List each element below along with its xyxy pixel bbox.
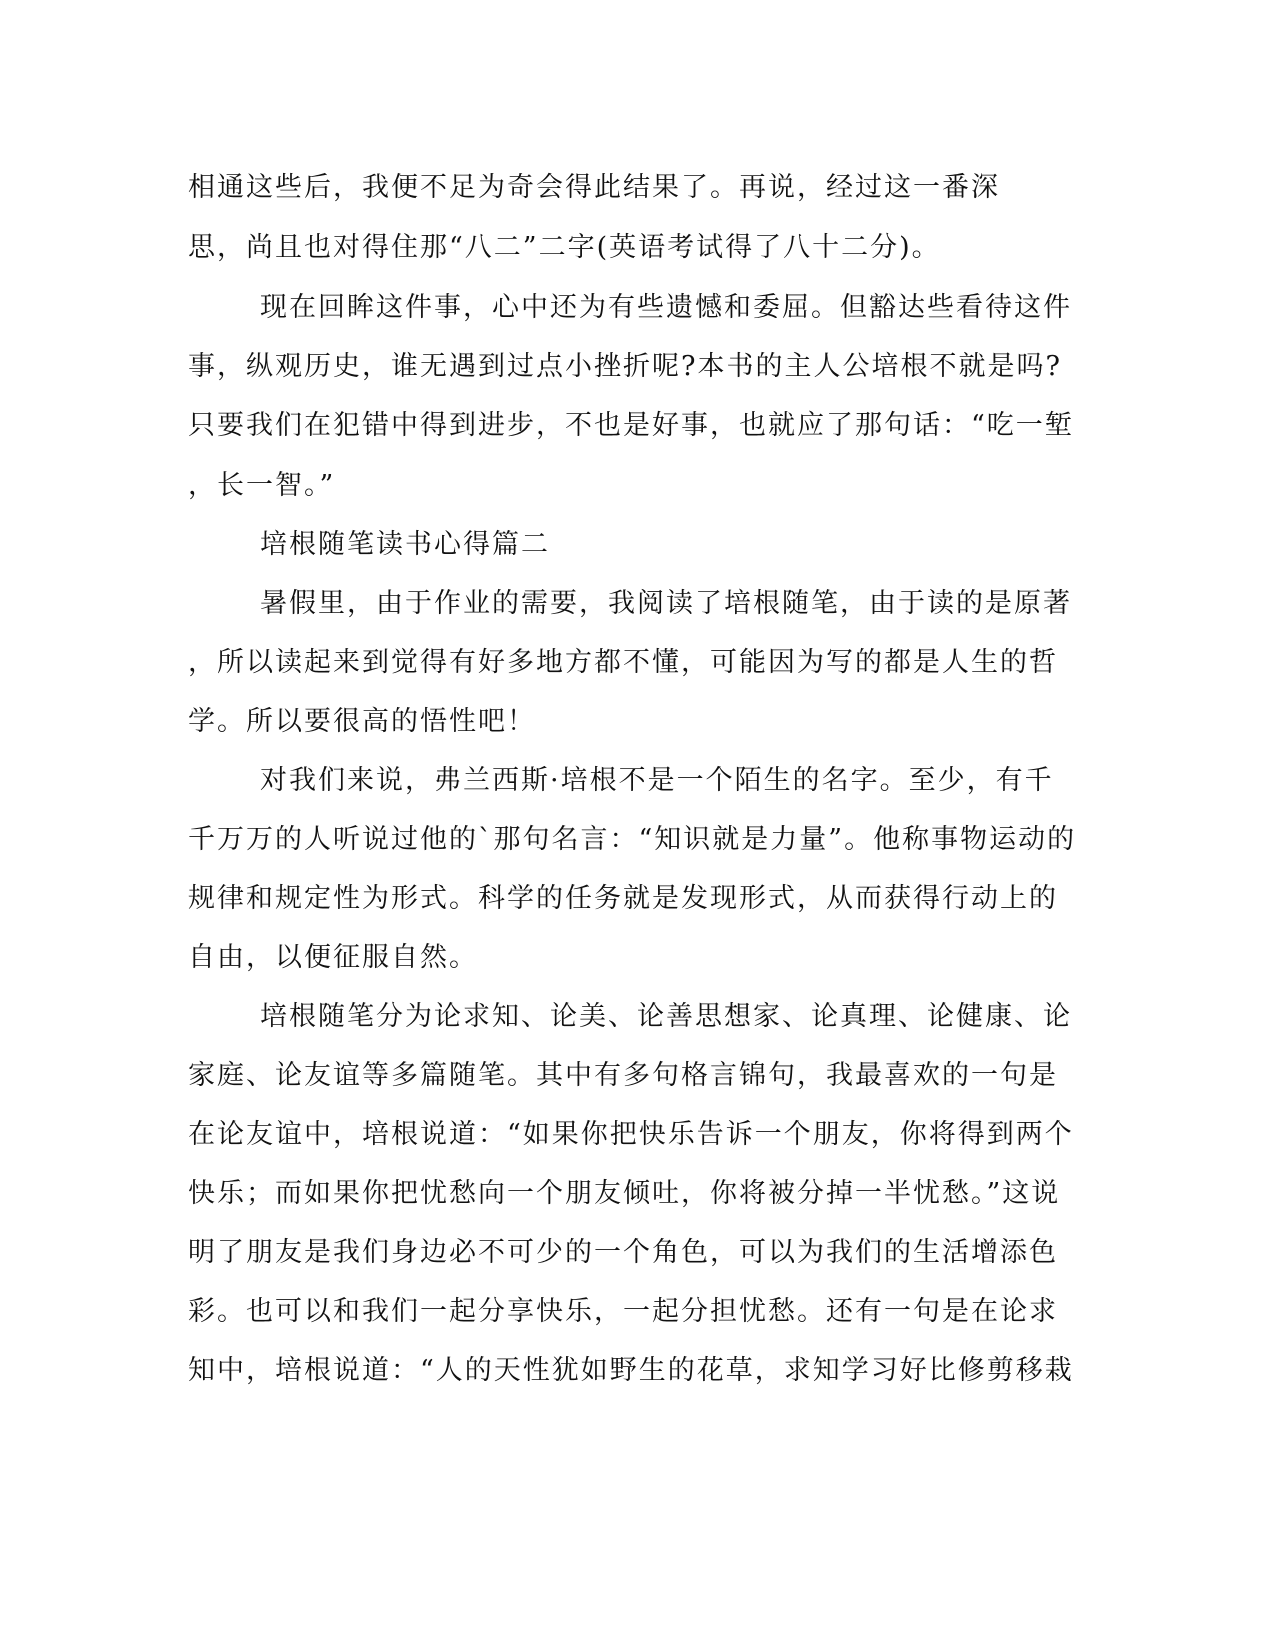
text-line: 培根随笔分为论求知、论美、论善思想家、论真理、论健康、论: [260, 1001, 1072, 1032]
text-line: 千万万的人听说过他的`那句名言：“知识就是力量”。他称事物运动的: [188, 824, 1077, 855]
text-line: 思，尚且也对得住那“八二”二字(英语考试得了八十二分)。: [188, 232, 941, 263]
text-line: 对我们来说，弗兰西斯·培根不是一个陌生的名字。至少，有千: [260, 765, 1054, 796]
text-line: 在论友谊中，培根说道：“如果你把快乐告诉一个朋友，你将得到两个: [188, 1119, 1074, 1150]
text-line: 快乐；而如果你把忧愁向一个朋友倾吐，你将被分掉一半忧愁。”这说: [188, 1178, 1061, 1209]
text-line: 规律和规定性为形式。科学的任务就是发现形式，从而获得行动上的: [188, 883, 1058, 914]
text-line: 相通这些后，我便不足为奇会得此结果了。再说，经过这一番深: [188, 172, 1000, 203]
text-line: 暑假里，由于作业的需要，我阅读了培根随笔，由于读的是原著: [260, 588, 1072, 619]
text-line: 现在回眸这件事，心中还为有些遗憾和委屈。但豁达些看待这件: [260, 292, 1072, 323]
text-line: 自由，以便征服自然。: [188, 942, 478, 973]
text-line: 学。所以要很高的悟性吧！: [188, 706, 536, 737]
text-line: 只要我们在犯错中得到进步，不也是好事，也就应了那句话：“吃一堑: [188, 410, 1074, 441]
text-line: 彩。也可以和我们一起分享快乐，一起分担忧愁。还有一句是在论求: [188, 1296, 1058, 1327]
text-line: ，长一智。”: [188, 470, 336, 501]
text-line: 明了朋友是我们身边必不可少的一个角色，可以为我们的生活增添色: [188, 1237, 1058, 1268]
section-heading: 培根随笔读书心得篇二: [260, 529, 550, 560]
text-line: 知中，培根说道：“人的天性犹如野生的花草，求知学习好比修剪移栽: [188, 1355, 1074, 1386]
text-line: ，所以读起来到觉得有好多地方都不懂，可能因为写的都是人生的哲: [188, 647, 1058, 678]
text-line: 事，纵观历史，谁无遇到过点小挫折呢?本书的主人公培根不就是吗?: [188, 351, 1062, 382]
text-line: 家庭、论友谊等多篇随笔。其中有多句格言锦句，我最喜欢的一句是: [188, 1060, 1058, 1091]
